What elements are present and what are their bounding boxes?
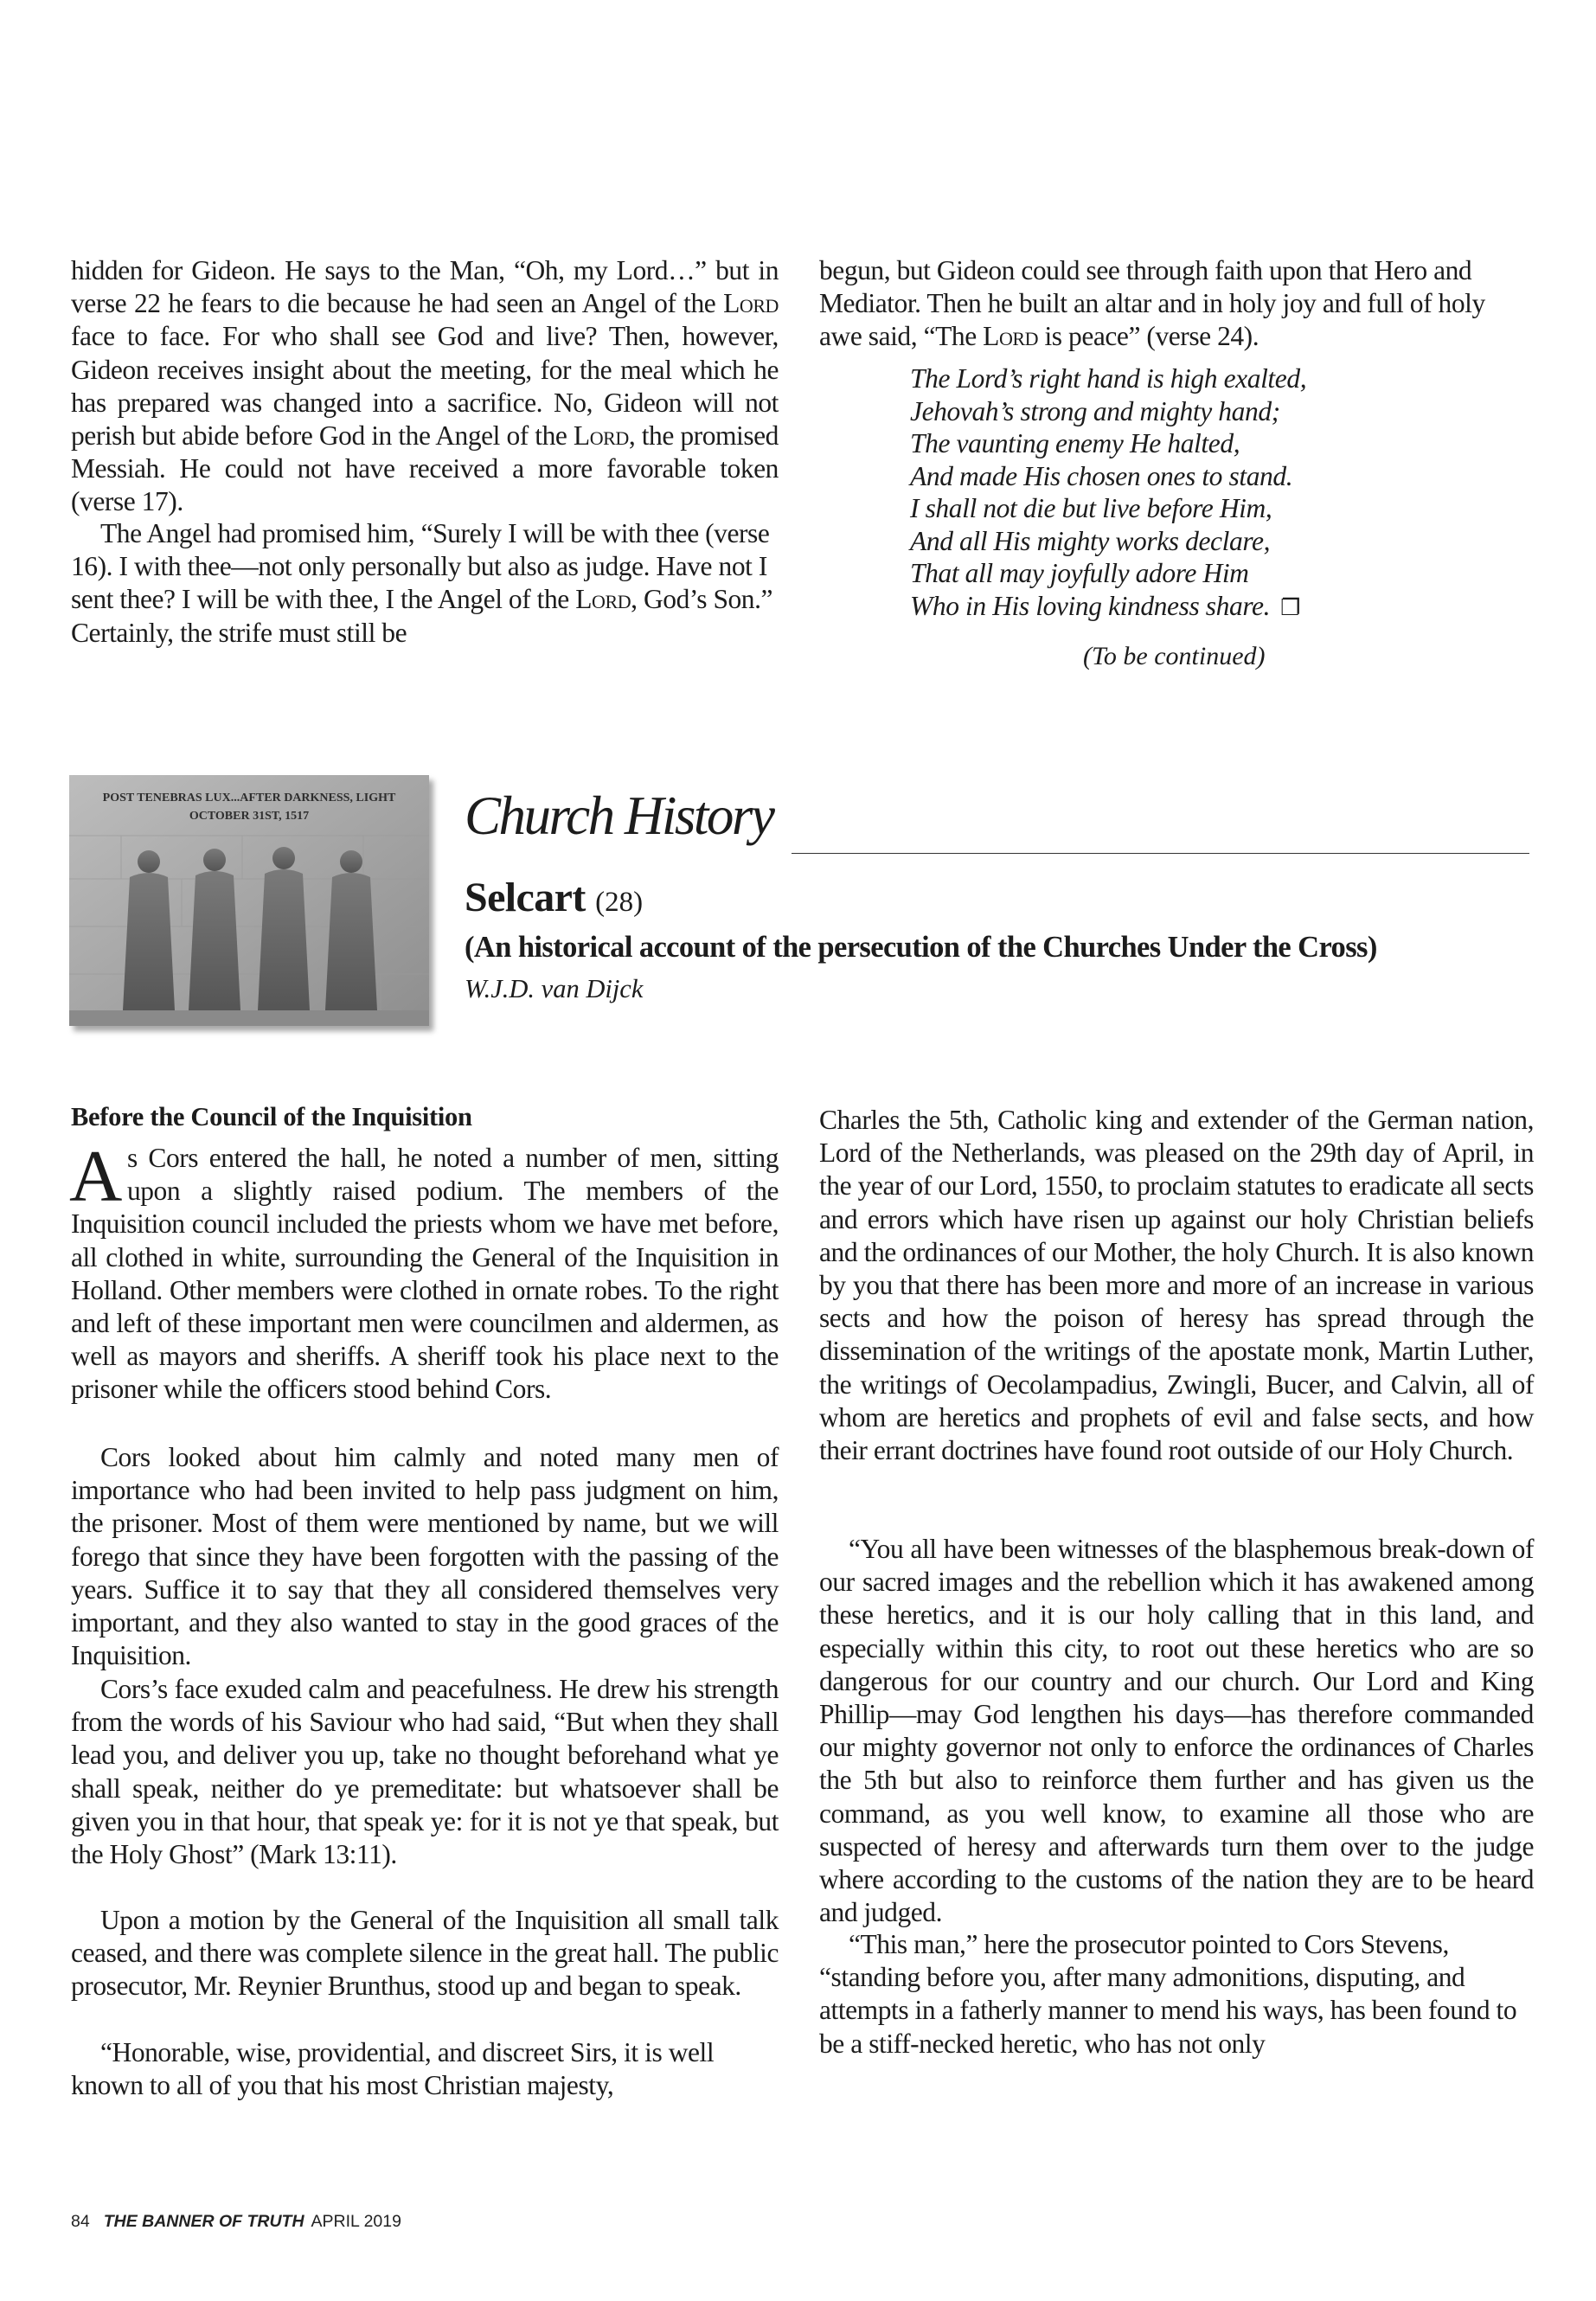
image-inscription-line2: OCTOBER 31ST, 1517 bbox=[189, 810, 310, 823]
article-paragraph-2: Cors looked about him calmly and noted many men of importance who had been invited to help pass judgment on him, the prisoner. Most of them were mentioned by name, but we will forego that since they have been forgotten with the passing of the years. Suffice it to say that they all considered themselves very important, and they also wanted to stay in the good graces of the Inquisition. bbox=[71, 1442, 779, 1671]
poem-line-last bbox=[910, 590, 1306, 625]
page-footer bbox=[71, 2212, 401, 2232]
article-author: W.J.D. van Dijck bbox=[465, 974, 644, 1003]
article-title-text: Selcart bbox=[465, 875, 586, 920]
article-paragraph-6: Charles the 5th, Catholic king and extender of the German nation, Lord of the Netherlands, was pleased on the 29th day of April, in the year of our Lord, 1550, to proclaim statutes to eradicate all sects and errors which have risen up against our holy Christian beliefs and the ordinances of our Mother, the holy Church. It is also known by you that there has been more and more of an increase in various sects and how the poison of heresy has spread through the dissemination of the writings of the apostate monk, Martin Luther, the writings of Oecolampadius, Zwingli, Bucer, and Calvin, all of whom are heretics and prophets of evil and false sects, and how their errant doctrines have found root outside of our Holy Church. bbox=[819, 1105, 1534, 1466]
poem-line-text: Who in His loving kindness share. bbox=[910, 590, 1271, 621]
article-paragraph-1 bbox=[69, 1136, 779, 1407]
poem-line: That all may joyfully adore Him bbox=[910, 558, 1249, 588]
small-caps-lord: Lord bbox=[573, 420, 629, 452]
small-caps-lord: Lord bbox=[983, 321, 1039, 352]
poem-line: I shall not die but live before Him, bbox=[910, 493, 1272, 523]
article-subtitle: (An historical account of the persecution of the Churches Under the Cross) bbox=[465, 931, 1377, 964]
article-paragraph-3: Cors’s face exuded calm and peacefulness. He drew his strength from the words of his Saviour who had said, “But when they shall lead you, and deliver you up, take no thought beforehand what ye shall speak, neither do ye premeditate: but whatsoever shall be given you in that hour, that speak ye: for it is not ye that speak, but the Holy Ghost” (Mark 13:11). bbox=[71, 1674, 779, 1870]
end-mark-icon: ❐ bbox=[1280, 594, 1301, 621]
magazine-name: THE BANNER OF TRUTH bbox=[103, 2212, 304, 2231]
poem-line: Jehovah’s strong and mighty hand; bbox=[910, 395, 1280, 426]
gideon-paragraph-3: begun, but Gideon could see through faith upon that Hero and Mediator. Then he built an altar and in holy joy and full of holy awe said, “The Lord is peace” (verse 24). bbox=[819, 255, 1485, 352]
section-title: Church History bbox=[465, 785, 773, 846]
small-caps-lord: Lord bbox=[723, 288, 779, 319]
gideon-paragraph-1: hidden for Gideon. He says to the Man, “Oh, my Lord…” but in verse 22 he fears to die because he had seen an Angel of the Lord face to face. For who shall see God and live? Then, however, Gideon receives insight about the meeting, for the meal which he has prepared was changed into a sacrifice. No, Gideon will not perish but abide before God in the Angel of the Lord, the promised Messiah. He could not have received a more favorable token (verse 17). bbox=[71, 255, 779, 517]
issue-date: APRIL 2019 bbox=[311, 2212, 401, 2231]
section-title-rule bbox=[792, 853, 1529, 854]
to-be-continued: (To be continued) bbox=[1083, 642, 1266, 670]
article-title bbox=[465, 875, 643, 921]
article-paragraph-8: “This man,” here the prosecutor pointed to Cors Stevens, “standing before you, after many admonitions, disputing, and attempts in a fatherly manner to mend his ways, has been found to be a stiff-necked heretic, who has not only bbox=[819, 1929, 1517, 2059]
poem-line: The vaunting enemy He halted, bbox=[910, 428, 1240, 458]
poem-line: And made His chosen ones to stand. bbox=[910, 460, 1293, 491]
article-paragraph-5: “Honorable, wise, providential, and discreet Sirs, it is well known to all of you that his most Christian majesty, bbox=[71, 2037, 715, 2101]
gideon-paragraph-2: The Angel had promised him, “Surely I will be with thee (verse 16). I with thee—not only personally but also as judge. Have not I sent thee? I will be with thee, I the Angel of the Lord, God’s Son.” Certainly, the strife must still be bbox=[71, 518, 773, 648]
article-part-number: (28) bbox=[595, 887, 644, 918]
poem-line: The Lord’s right hand is high exalted, bbox=[910, 363, 1307, 394]
drop-cap: A bbox=[69, 1136, 122, 1217]
poem-line: And all His mighty works declare, bbox=[910, 525, 1271, 556]
article-paragraph-4: Upon a motion by the General of the Inquisition all small talk ceased, and there was complete silence in the great hall. The public prosecutor, Mr. Reynier Brunthus, stood up and began to speak. bbox=[71, 1905, 779, 2002]
image-inscription-line1: POST TENEBRAS LUX...AFTER DARKNESS, LIGHT bbox=[102, 792, 396, 804]
small-caps-lord: Lord bbox=[575, 584, 631, 615]
reformation-wall-photo bbox=[69, 775, 429, 1026]
subsection-heading: Before the Council of the Inquisition bbox=[71, 1102, 472, 1131]
page-number: 84 bbox=[71, 2212, 90, 2231]
article-paragraph-7: “You all have been witnesses of the blasphemous break-down of our sacred images and the rebellion which it has awakened among these heretics, and it is our holy calling that in this land, and especially within this city, to root out these heretics who are so dangerous for our country and our church. Our Lord and King Phillip—may God lengthen his days—has therefore commanded our mighty governor not only to enforce the ordinances of Charles the 5th but also to reinforce them further and has given us the command, as you well know, to examine all those who are suspected of heresy and afterwards turn them over to the judge where according to the customs of the nation they are to be heard and judged. bbox=[819, 1534, 1534, 1928]
article-paragraph-1-text: s Cors entered the hall, he noted a number of men, sitting upon a slightly raised podium. The members of the Inquisition council included the priests whom we have met before, all clothed in white, surrounding the General of the Inquisition in Holland. Other members were clothed in ornate robes. To the right and left of these important men were councilmen and aldermen, as well as mayors and sheriffs. A sheriff took his place next to the prisoner while the officers stood behind Cors. bbox=[71, 1143, 779, 1405]
psalm-poem bbox=[910, 362, 1306, 625]
reformation-wall-illustration bbox=[69, 775, 429, 1026]
